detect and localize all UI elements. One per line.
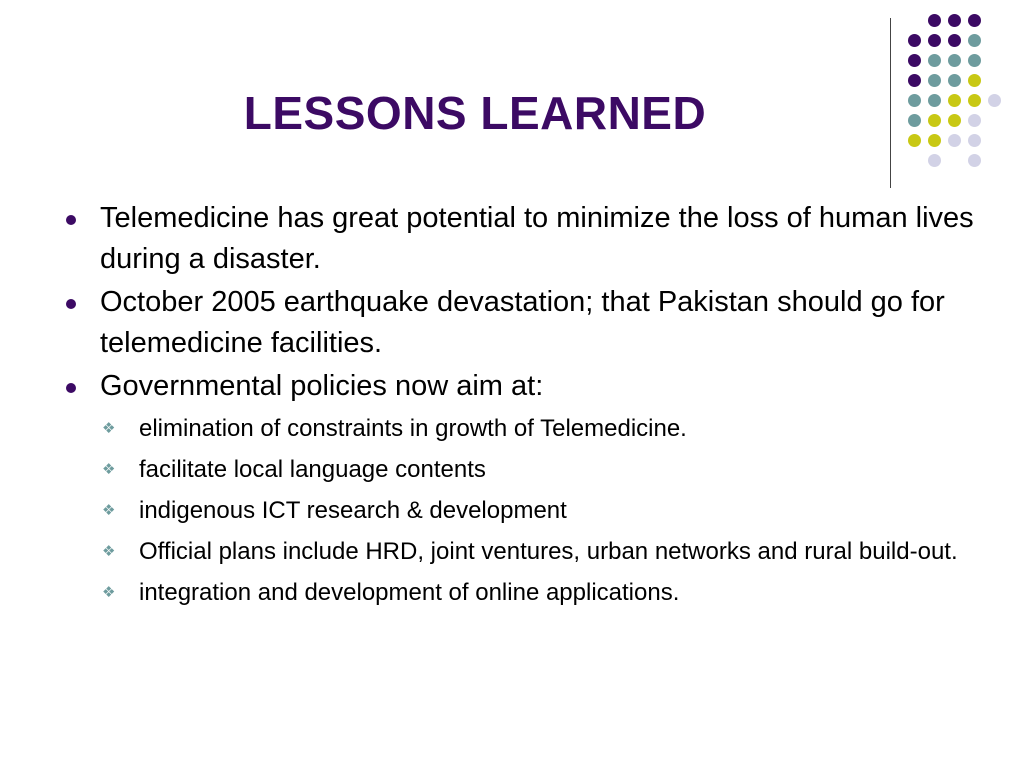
decorative-dot — [908, 74, 921, 87]
bullet-item: October 2005 earthquake devastation; that Pakistan should go for telemedicine facilities. — [60, 282, 990, 364]
sub-bullet-item — [60, 413, 990, 445]
decorative-dot — [988, 94, 1001, 107]
decorative-dot — [968, 134, 981, 147]
decorative-dot — [968, 34, 981, 47]
sub-bullet-text: Official plans include HRD, joint ventures, urban networks and rural build-out. — [139, 538, 958, 565]
decorative-dot — [908, 54, 921, 67]
decorative-dot-grid — [904, 10, 1014, 170]
decorative-dot — [908, 94, 921, 107]
decorative-dot — [948, 94, 961, 107]
decorative-dot — [928, 154, 941, 167]
diamond-bullet-icon: ❖ — [102, 543, 116, 560]
decorative-dot — [908, 134, 921, 147]
decorative-dot — [948, 34, 961, 47]
decorative-dot — [968, 154, 981, 167]
decorative-dot — [908, 34, 921, 47]
sub-bullet-text: elimination of constraints in growth of Telemedicine. — [139, 415, 687, 442]
decorative-dot — [968, 14, 981, 27]
decorative-dot — [928, 94, 941, 107]
decorative-dot — [968, 74, 981, 87]
sub-bullet-item — [60, 495, 990, 527]
bullet-item: Telemedicine has great potential to minimize the loss of human lives during a disaster. — [60, 198, 990, 280]
decorative-dot — [928, 134, 941, 147]
diamond-bullet-icon: ❖ — [102, 420, 116, 437]
bullet-item: Governmental policies now aim at: — [60, 366, 990, 407]
sub-bullet-text: facilitate local language contents — [139, 456, 486, 483]
decorative-dot — [928, 54, 941, 67]
decorative-dot — [948, 54, 961, 67]
decorative-dot — [948, 134, 961, 147]
decorative-dot — [928, 14, 941, 27]
decorative-dot — [948, 114, 961, 127]
decorative-dot — [948, 74, 961, 87]
diamond-bullet-icon: ❖ — [102, 584, 116, 601]
diamond-bullet-icon: ❖ — [102, 502, 116, 519]
sub-bullet-item — [60, 577, 990, 609]
sub-bullet-item — [60, 536, 990, 568]
decorative-dot — [928, 34, 941, 47]
vertical-divider — [890, 18, 891, 188]
decorative-dot — [908, 114, 921, 127]
decorative-dot — [968, 54, 981, 67]
decorative-dot — [968, 114, 981, 127]
slide-title: LESSONS LEARNED — [243, 87, 707, 139]
decorative-dot — [928, 114, 941, 127]
sub-bullet-text: indigenous ICT research & development — [139, 497, 567, 524]
diamond-bullet-icon: ❖ — [102, 461, 116, 478]
decorative-dot — [968, 94, 981, 107]
decorative-dot — [948, 14, 961, 27]
decorative-dot — [928, 74, 941, 87]
sub-bullet-text: integration and development of online applications. — [139, 579, 680, 606]
slide-content — [60, 198, 990, 618]
sub-bullet-item — [60, 454, 990, 486]
